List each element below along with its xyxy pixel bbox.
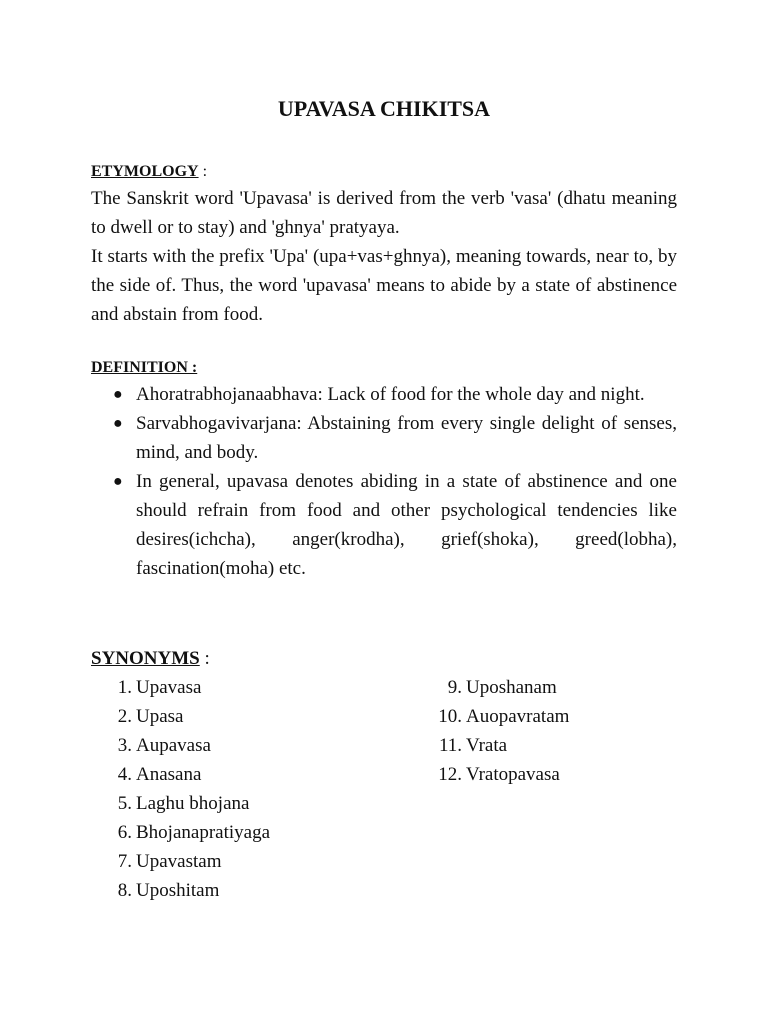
- list-item: [110, 876, 270, 905]
- list-item-number: 10.: [438, 706, 462, 727]
- definition-item: [91, 467, 677, 583]
- definition-item-text: Ahoratrabhojanaabhava: Lack of food for the whole day and night.: [136, 384, 645, 405]
- definition-item: [91, 409, 677, 467]
- list-item-number: 9.: [447, 677, 462, 698]
- list-item-number: 1.: [117, 677, 132, 698]
- synonyms-list-right: [432, 673, 569, 789]
- list-item: [432, 673, 569, 702]
- list-item-number: 3.: [117, 735, 132, 756]
- list-item: [110, 731, 270, 760]
- list-item-text: Uposhanam: [466, 677, 557, 698]
- bullet-icon: ●: [113, 415, 123, 432]
- list-item: [110, 673, 270, 702]
- list-item-number: 4.: [117, 764, 132, 785]
- synonyms-section: [91, 644, 677, 673]
- list-item: [110, 760, 270, 789]
- list-item-text: Vrata: [466, 735, 508, 756]
- synonyms-heading-text: SYNONYMS: [91, 648, 200, 669]
- list-item-number: 7.: [117, 851, 132, 872]
- definition-item-text: In general, upavasa denotes abiding in a state of abstinence and one should refrain from food and other psychological tendencies like desires(ichcha), anger(krodha), grief(shoka), greed(lobha), fascination(moha) etc.: [136, 471, 677, 579]
- list-item-text: Auopavratam: [466, 706, 570, 727]
- list-item-text: Bhojanapratiyaga: [136, 822, 271, 843]
- list-item: [110, 702, 270, 731]
- definition-list: [91, 380, 677, 583]
- list-item-text: Vratopavasa: [466, 764, 560, 785]
- page-title: UPAVASA CHIKITSA: [277, 96, 491, 121]
- list-item: [110, 818, 270, 847]
- list-item: [432, 702, 569, 731]
- etymology-heading-text: ETYMOLOGY: [91, 163, 199, 180]
- list-item-number: 5.: [117, 793, 132, 814]
- list-item-number: 6.: [117, 822, 132, 843]
- list-item-number: 8.: [117, 880, 132, 901]
- list-item-text: Uposhitam: [136, 880, 220, 901]
- etymology-heading-colon: :: [198, 163, 208, 180]
- definition-item: [91, 380, 677, 409]
- etymology-section: [91, 160, 677, 329]
- synonyms-list-left: [110, 673, 270, 905]
- synonyms-heading-colon: :: [199, 648, 210, 669]
- list-item-text: Anasana: [136, 764, 202, 785]
- list-item-text: Upasa: [136, 706, 184, 727]
- definition-section: [91, 356, 677, 583]
- etymology-heading: [91, 160, 677, 184]
- list-item: [110, 789, 270, 818]
- bullet-icon: ●: [113, 386, 123, 403]
- list-item-number: 12.: [438, 764, 462, 785]
- definition-heading: DEFINITION :: [91, 359, 198, 376]
- bullet-icon: ●: [113, 473, 123, 490]
- list-item-number: 2.: [117, 706, 132, 727]
- etymology-paragraph-2: It starts with the prefix 'Upa' (upa+vas+ghnya), meaning towards, near to, by the side of. Thus, the word 'upavasa' means to abide by a state of abstinence and abstain from food.: [91, 246, 677, 325]
- list-item-text: Laghu bhojana: [136, 793, 250, 814]
- list-item-number: 11.: [438, 735, 462, 756]
- definition-item-text: Sarvabhogavivarjana: Abstaining from every single delight of senses, mind, and body.: [136, 413, 677, 463]
- list-item-text: Aupavasa: [136, 735, 211, 756]
- list-item-text: Upavasa: [136, 677, 202, 698]
- list-item: [110, 847, 270, 876]
- etymology-paragraph-1: The Sanskrit word 'Upavasa' is derived from the verb 'vasa' (dhatu meaning to dwell or to stay) and 'ghnya' pratyaya.: [91, 188, 677, 238]
- list-item: [432, 760, 569, 789]
- synonyms-heading: [91, 644, 677, 673]
- list-item-text: Upavastam: [136, 851, 222, 872]
- list-item: [432, 731, 569, 760]
